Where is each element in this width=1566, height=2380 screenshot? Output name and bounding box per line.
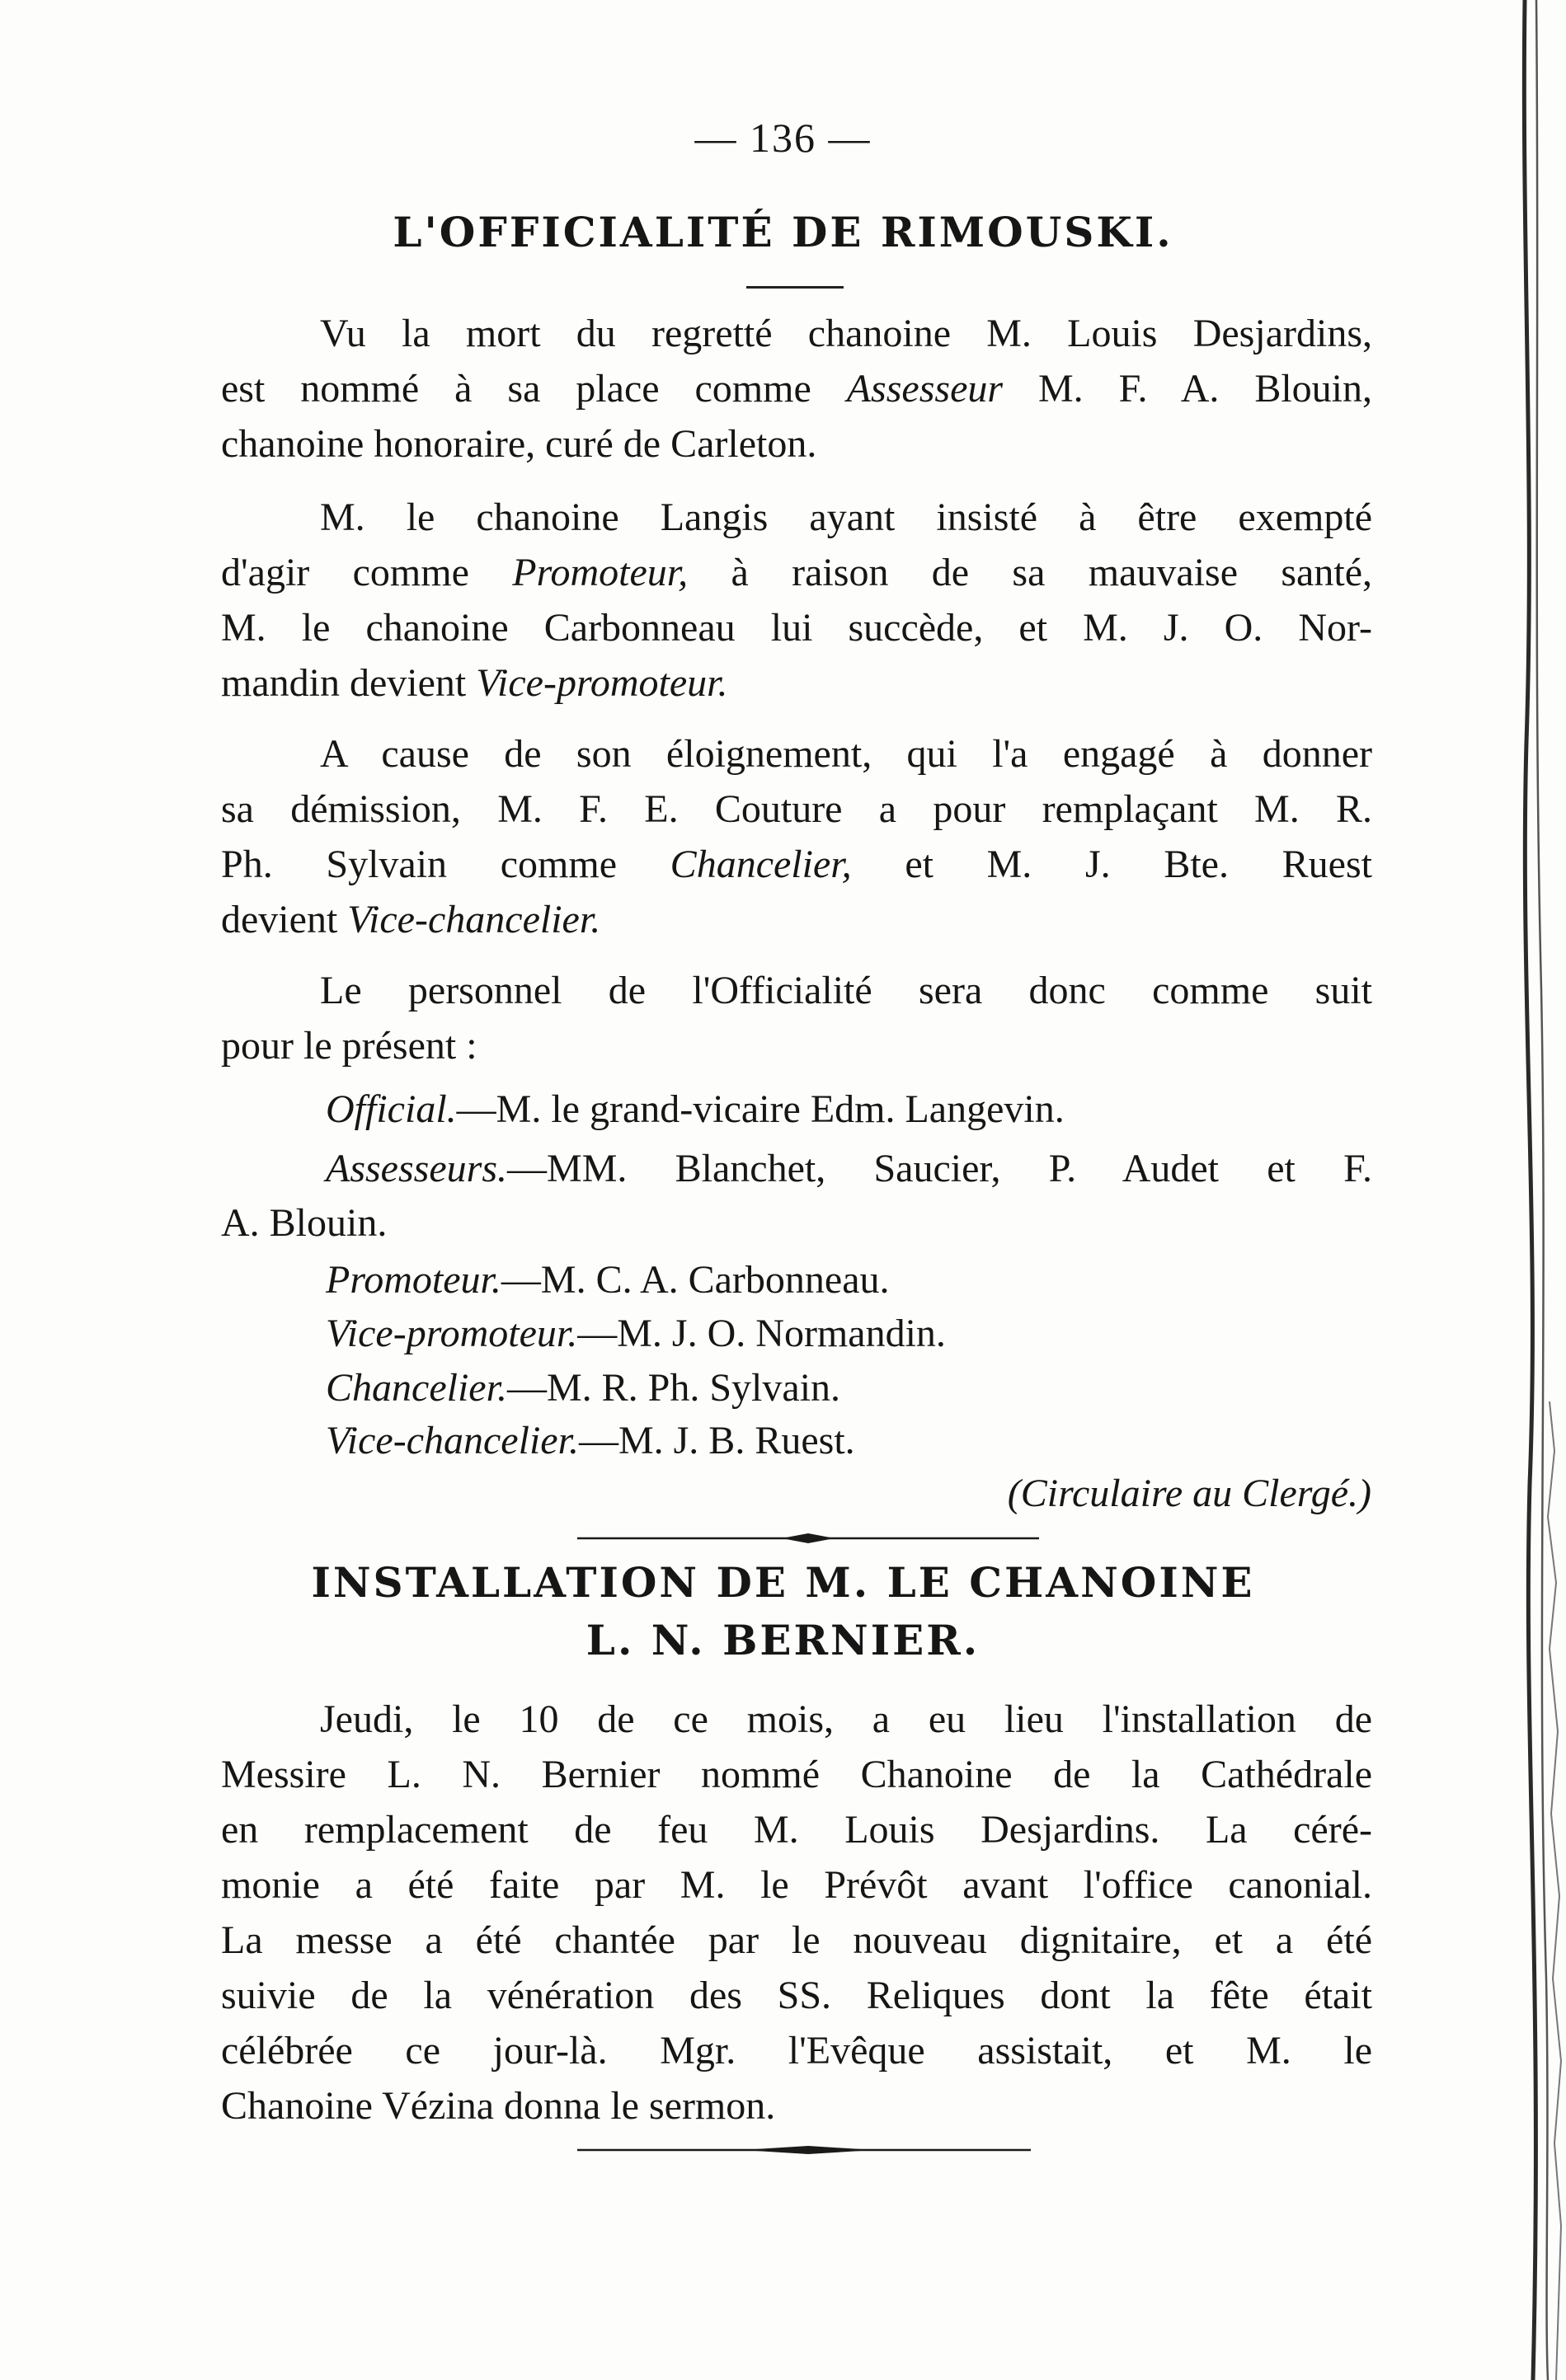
page-number: — 136 — xyxy=(694,115,872,161)
text-line: sa démission, M. F. E. Couture a pour remplaçant M. R. xyxy=(221,787,1372,831)
text-line: Jeudi, le 10 de ce mois, a eu lieu l'installation de xyxy=(320,1697,1372,1741)
short-rule xyxy=(746,286,844,289)
paragraph-nomination xyxy=(221,306,1372,472)
entry-role: Vice-chancelier. xyxy=(326,1419,579,1462)
text-line: d'agir comme Promoteur, à raison de sa mauvaise santé, xyxy=(221,551,1372,594)
entry-assesseurs-cont: A. Blouin. xyxy=(221,1201,388,1245)
entry-promoteur xyxy=(326,1252,890,1307)
entry-role: Official. xyxy=(326,1087,457,1131)
entry-role: Vice-promoteur. xyxy=(326,1312,578,1355)
entry-role: Assesseurs. xyxy=(326,1147,508,1190)
text-line: La messe a été chantée par le nouveau dignitaire, et a été xyxy=(221,1918,1372,1962)
text-line: A cause de son éloignement, qui l'a engagé à donner xyxy=(320,732,1372,776)
entry-name: —M. R. Ph. Sylvain. xyxy=(506,1366,841,1410)
text-line: Le personnel de l'Officialité sera donc comme suit xyxy=(320,969,1372,1012)
entry-role: Chancelier. xyxy=(326,1366,507,1410)
text-line: devient Vice-chancelier. xyxy=(221,898,601,941)
section-title-officialite: L'OFFICIALITÉ DE RIMOUSKI. xyxy=(393,208,1173,256)
text-line: Ph. Sylvain comme Chancelier, et M. J. Bte. Ruest xyxy=(221,843,1372,886)
entry-official xyxy=(326,1082,1065,1137)
entry-vice-promoteur xyxy=(326,1306,946,1361)
signature-circulaire: (Circulaire au Clergé.) xyxy=(1007,1472,1371,1515)
text-line: monie a été faite par M. le Prévôt avant l'office canonial. xyxy=(221,1863,1372,1907)
text-line: M. le chanoine Carbonneau lui succède, et M. J. O. Nor- xyxy=(221,606,1372,650)
entry-name: —M. J. B. Ruest. xyxy=(578,1419,855,1462)
text-line: célébrée ce jour-là. Mgr. l'Evêque assistait, et M. le xyxy=(221,2029,1372,2073)
text-line: Chanoine Vézina donna le sermon. xyxy=(221,2084,776,2128)
entry-name: —M. J. O. Normandin. xyxy=(577,1312,946,1355)
text-line: Messire L. N. Bernier nommé Chanoine de la Cathédrale xyxy=(221,1753,1372,1796)
entry-name: —M. le grand-vicaire Edm. Langevin. xyxy=(456,1087,1065,1131)
text-line: est nommé à sa place comme Assesseur M. F. A. Blouin, xyxy=(221,367,1373,411)
text-line: Vu la mort du regretté chanoine M. Louis Desjardins, xyxy=(320,312,1372,355)
ornament-divider xyxy=(577,1532,1039,1545)
entry-vice-chancelier xyxy=(326,1413,855,1468)
section-title-installation: INSTALLATION DE M. LE CHANOINE xyxy=(311,1558,1255,1607)
entry-assesseurs xyxy=(326,1141,1372,1196)
entry-chancelier xyxy=(326,1360,840,1415)
ornament-end-rule xyxy=(577,2143,1031,2157)
entry-name: —MM. Blanchet, Saucier, P. Audet et F. xyxy=(507,1147,1372,1190)
entry-role: Promoteur. xyxy=(326,1258,501,1302)
section-title-bernier: L. N. BERNIER. xyxy=(585,1616,981,1664)
text-line: chanoine honoraire, curé de Carleton. xyxy=(221,422,817,466)
entry-name: —M. C. A. Carbonneau. xyxy=(501,1258,890,1302)
paragraph-chancelier xyxy=(221,726,1372,947)
text-line: M. le chanoine Langis ayant insisté à être exempté xyxy=(320,495,1372,539)
text-line: pour le présent : xyxy=(221,1024,477,1068)
text-line: en remplacement de feu M. Louis Desjardins. La céré- xyxy=(221,1808,1372,1852)
paragraph-personnel xyxy=(221,963,1372,1073)
paragraph-installation xyxy=(221,1692,1372,2134)
paragraph-promoteur xyxy=(221,490,1372,711)
page-edge-shadow xyxy=(1475,0,1566,2380)
text-line: mandin devient Vice-promoteur. xyxy=(221,661,728,705)
text-line: suivie de la vénération des SS. Reliques dont la fête était xyxy=(221,1974,1372,2017)
